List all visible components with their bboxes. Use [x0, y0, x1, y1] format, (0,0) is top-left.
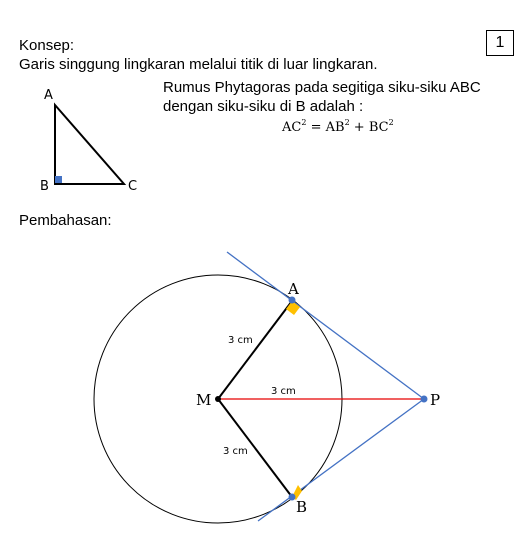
length-label-mb: 3 cm [223, 446, 248, 457]
label-a: A [288, 280, 299, 298]
triangle-label-c: C [128, 179, 138, 194]
page-number: 1 [486, 30, 514, 56]
discussion-heading: Pembahasan: [19, 212, 112, 229]
length-label-ma: 3 cm [228, 335, 253, 346]
theorem-line-1: Rumus Phytagoras pada segitiga siku-siku ABC [163, 79, 481, 96]
tangent-line-pa [227, 252, 424, 399]
formula-equals: = [306, 120, 326, 135]
formula-exp: 2 [388, 118, 394, 127]
label-m: M [196, 391, 212, 409]
concept-heading: Konsep: [19, 37, 75, 54]
label-p: P [430, 391, 441, 409]
radius-ma [218, 301, 292, 399]
triangle-right-angle-marker [55, 176, 62, 183]
theorem-line-2: dengan siku-siku di B adalah : [163, 98, 364, 115]
formula-lhs: AC [282, 120, 302, 135]
formula-plus: + [349, 120, 369, 135]
formula-term-1: AB [325, 120, 345, 135]
length-label-mp: 3 cm [271, 386, 296, 397]
tangent-construction [94, 252, 440, 523]
formula-exp: 2 [301, 118, 307, 127]
label-b: B [296, 498, 308, 516]
formula-exp: 2 [344, 118, 350, 127]
formula-term-2: BC [368, 120, 389, 135]
right-triangle-abc [40, 88, 137, 194]
triangle-label-b: B [40, 179, 49, 194]
triangle-label-a: A [44, 88, 53, 103]
triangle-shape [55, 105, 124, 184]
concept-description: Garis singgung lingkaran melalui titik di luar lingkaran. [19, 56, 378, 73]
point-m [215, 396, 221, 402]
point-p [421, 396, 428, 403]
point-b [289, 494, 296, 501]
